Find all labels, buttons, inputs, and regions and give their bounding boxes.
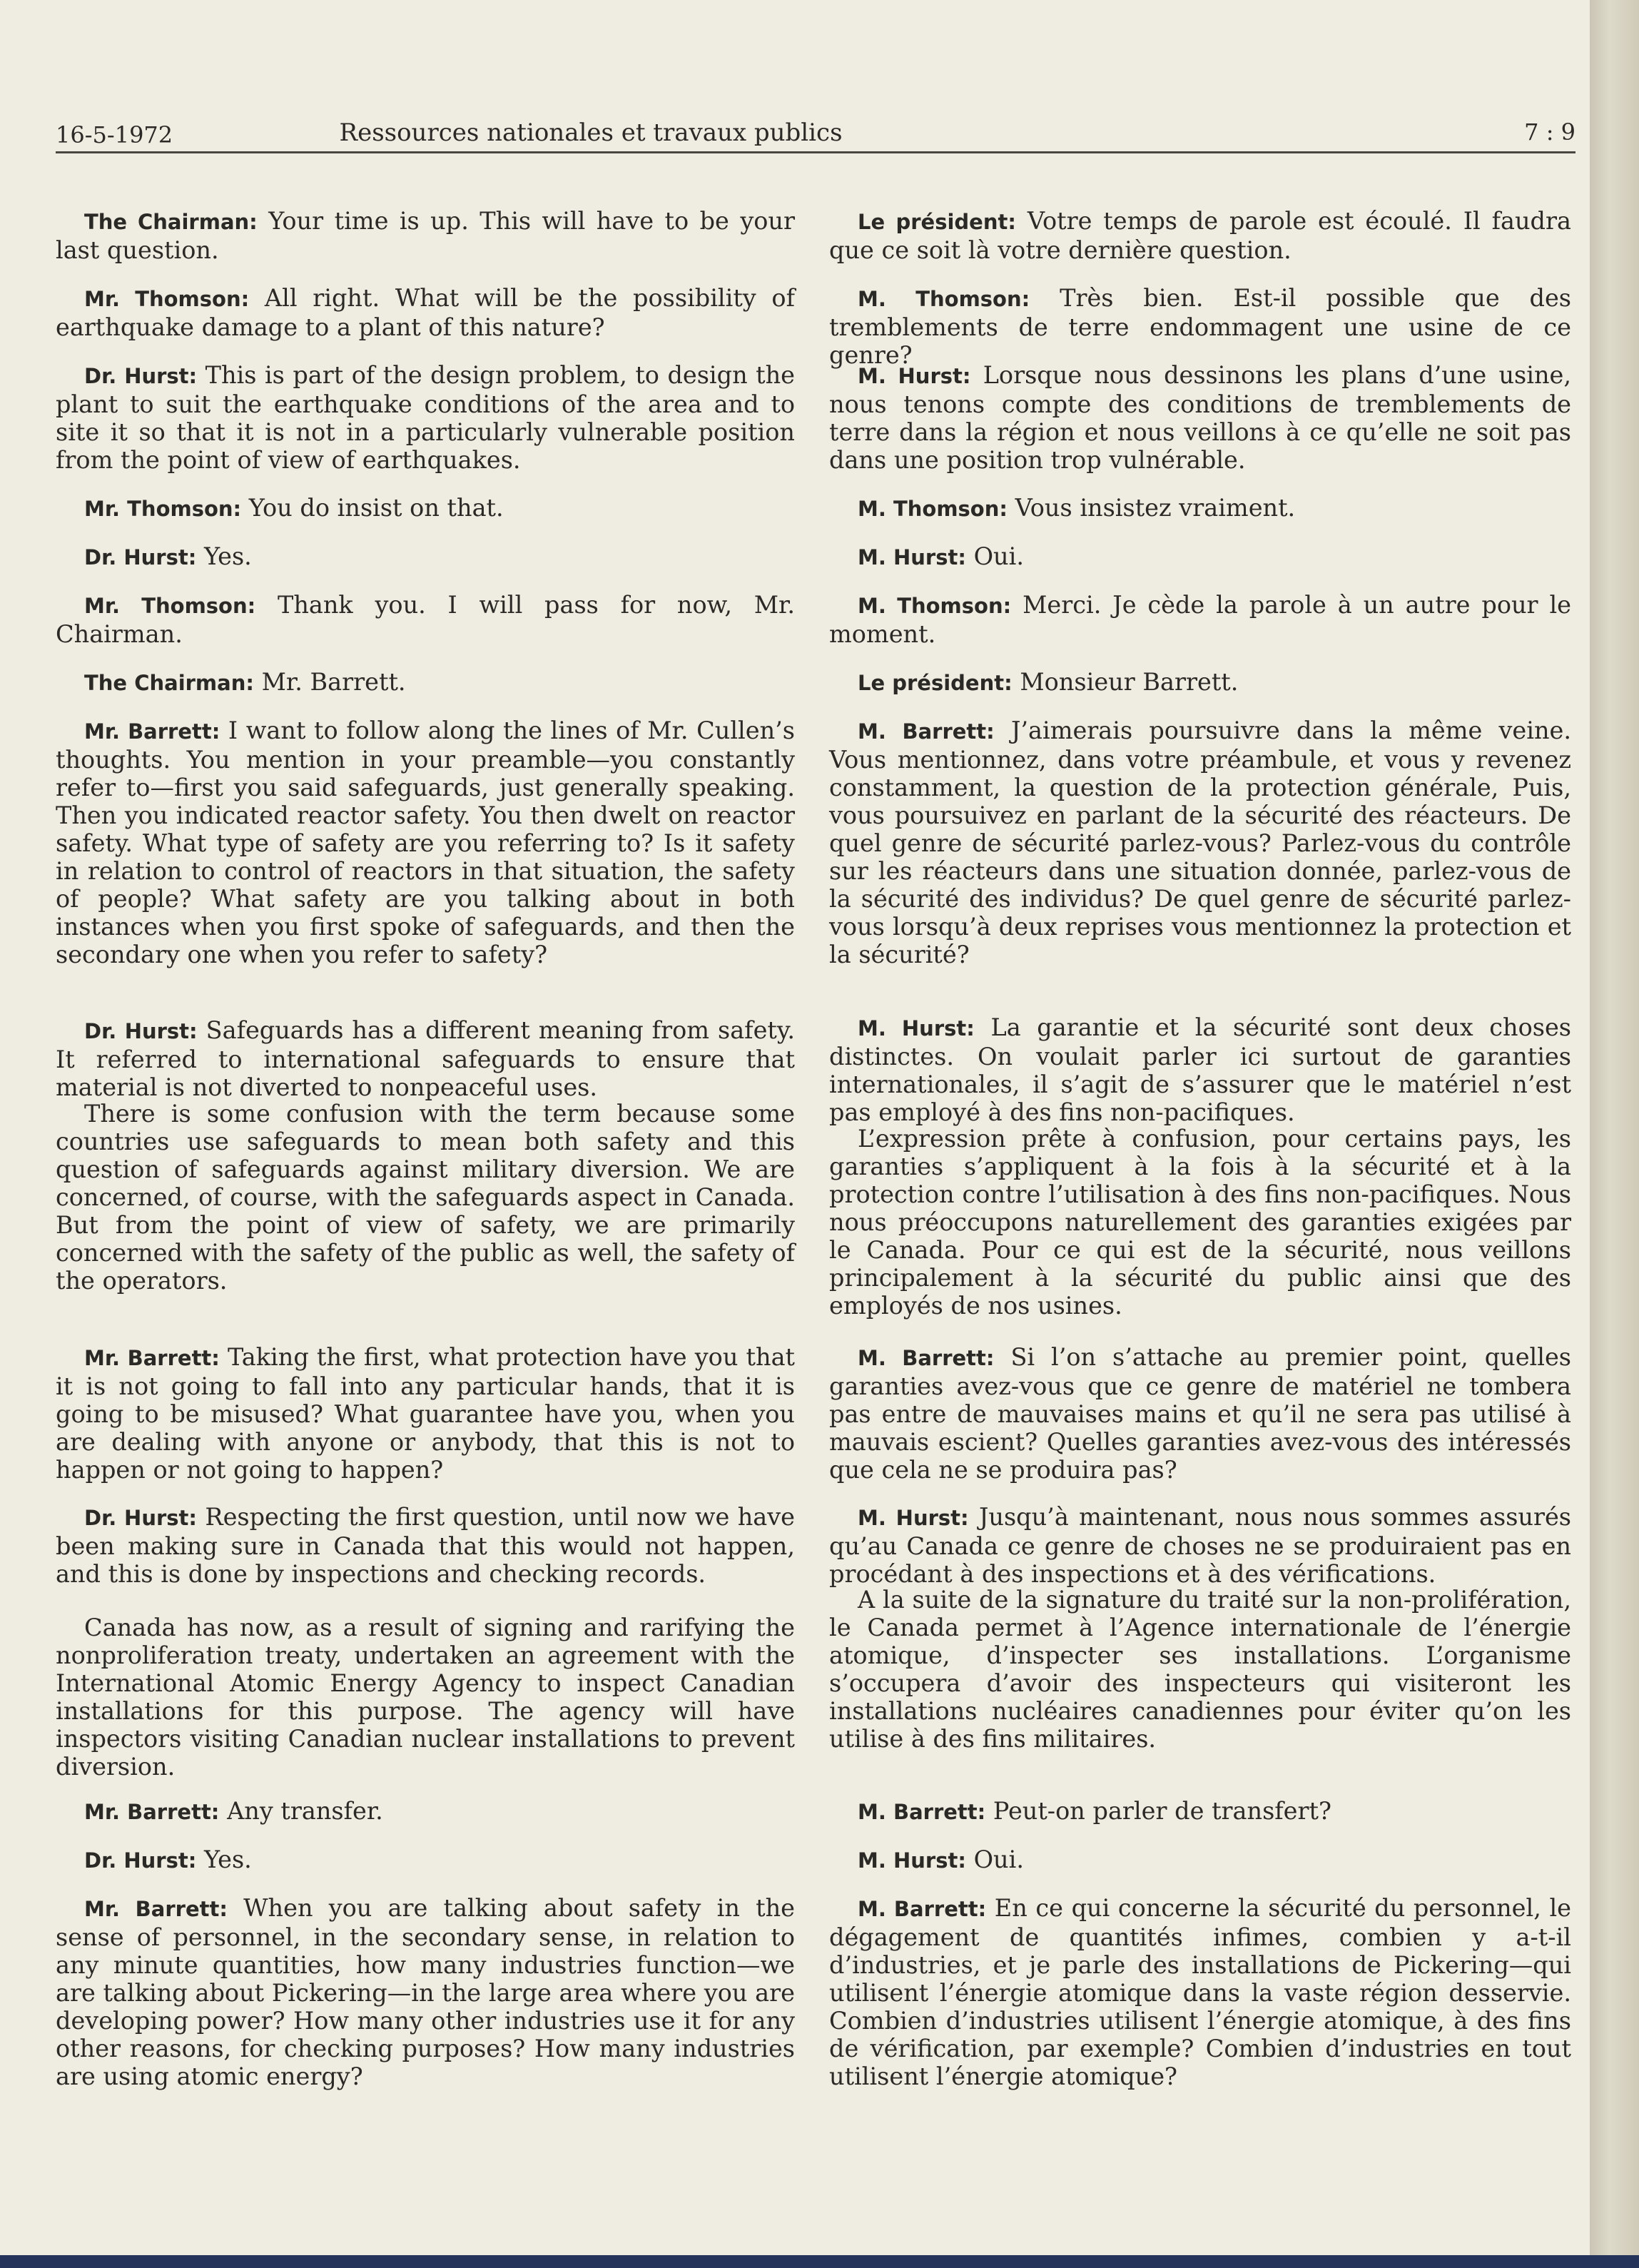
speaker: Dr. Hurst: bbox=[84, 1848, 197, 1873]
header-page-number: 7 : 9 bbox=[1524, 118, 1575, 146]
paragraph bbox=[56, 1797, 795, 1826]
speaker: Mr. Barrett: bbox=[84, 1897, 228, 1921]
speaker: The Chairman: bbox=[84, 671, 254, 695]
paragraph bbox=[829, 591, 1571, 648]
speaker: Dr. Hurst: bbox=[84, 364, 198, 388]
paragraph-text: Yes. bbox=[203, 1846, 252, 1873]
paragraph bbox=[56, 1846, 795, 1875]
speaker: Mr. Barrett: bbox=[84, 1800, 220, 1824]
paragraph bbox=[56, 207, 795, 264]
paragraph-text: There is some confusion with the term because some countries use safeguards to mean both safety and this question of safeguards against military diversion. We are concerned, of course, with the safeguards aspect in Canada. But from the point of view of safety, we are primarily concerned with the safety of the public as well, the safety of the operators. bbox=[56, 1100, 795, 1295]
speaker: Dr. Hurst: bbox=[84, 545, 197, 569]
paragraph-text: Jusqu’à maintenant, nous nous sommes assurés qu’au Canada ce genre de choses ne se produiraient pas en procédant à des inspections et à des vérifications. bbox=[829, 1503, 1571, 1588]
paragraph bbox=[829, 1503, 1571, 1588]
paragraph bbox=[56, 1100, 795, 1295]
paragraph bbox=[829, 668, 1571, 697]
paragraph bbox=[829, 1894, 1571, 2090]
paragraph-text: En ce qui concerne la sécurité du personnel, le dégagement de quantités infimes, combien y a-t-il d’industries, et je parle des installations de Pickering—qui utilisent l’énergie atomique dans la vaste région desservie. Combien d’industries utilisent l’énergie atomique, à des fins de vérification, par exemple? Combien d’industries en tout utilisent l’énergie atomique? bbox=[829, 1894, 1571, 2090]
paragraph bbox=[56, 591, 795, 648]
paragraph bbox=[829, 207, 1571, 264]
paragraph bbox=[829, 361, 1571, 474]
speaker: M. Hurst: bbox=[858, 545, 966, 569]
speaker: Dr. Hurst: bbox=[84, 1506, 197, 1530]
paragraph bbox=[56, 1343, 795, 1484]
paragraph bbox=[56, 542, 795, 572]
paragraph bbox=[829, 284, 1571, 369]
paragraph bbox=[56, 494, 795, 523]
speaker: M. Barrett: bbox=[858, 1346, 995, 1370]
paragraph bbox=[56, 668, 795, 697]
speaker: Le président: bbox=[858, 671, 1013, 695]
paragraph-text: A la suite de la signature du traité sur la non-prolifération, le Canada permet à l’Agence internationale de l’énergie atomique, d’inspecter ses installations. L’organisme s’occupera d’avoir des inspecteurs qui visiteront les installations nucléaires canadiennes pour éviter qu’on les utilise à des fins militaires. bbox=[829, 1586, 1571, 1753]
paragraph-text: Safeguards has a different meaning from safety. It referred to international safeguards to ensure that material is not diverted to nonpeaceful uses. bbox=[56, 1016, 795, 1101]
speaker: Mr. Barrett: bbox=[84, 719, 220, 744]
paragraph-text: When you are talking about safety in the sense of personnel, in the secondary sense, in relation to any minute quantities, how many industries function—we are talking about Pickering—in the large area where you are developing power? How many other industries use it for any other reasons, for checking purposes? How many industries are using atomic energy? bbox=[56, 1894, 795, 2090]
paragraph-text: Lorsque nous dessinons les plans d’une usine, nous tenons compte des conditions de tremblements de terre dans la région et nous veillons à ce qu’elle ne soit pas dans une position trop vulnérable. bbox=[829, 361, 1571, 474]
paragraph-text: Merci. Je cède la parole à un autre pour le moment. bbox=[829, 591, 1571, 648]
speaker: M. Barrett: bbox=[858, 1897, 987, 1921]
paragraph-text: Oui. bbox=[973, 542, 1024, 570]
paragraph-text: Canada has now, as a result of signing and rarifying the nonproliferation treaty, undertaken an agreement with the International Atomic Energy Agency to inspect Canadian installations for this purpose. The agency will have inspectors visiting Canadian nuclear installations to prevent diversion. bbox=[56, 1614, 795, 1781]
paragraph-text: Oui. bbox=[973, 1846, 1024, 1873]
speaker: M. Hurst: bbox=[858, 1506, 969, 1530]
paragraph bbox=[829, 1846, 1571, 1875]
paragraph-text: Mr. Barrett. bbox=[261, 668, 406, 696]
paragraph bbox=[56, 1894, 795, 2090]
speaker: M. Thomson: bbox=[858, 594, 1012, 618]
paragraph-text: Yes. bbox=[203, 542, 252, 570]
paragraph-text: Votre temps de parole est écoulé. Il faudra que ce soit là votre dernière question. bbox=[829, 207, 1571, 264]
paragraph bbox=[829, 1125, 1571, 1320]
paragraph bbox=[829, 1797, 1571, 1826]
paragraph bbox=[56, 1614, 795, 1781]
header-date: 16-5-1972 bbox=[56, 121, 173, 148]
paragraph bbox=[56, 1016, 795, 1101]
speaker: Mr. Thomson: bbox=[84, 497, 242, 521]
speaker: M. Thomson: bbox=[858, 287, 1030, 311]
speaker: M. Hurst: bbox=[858, 1016, 975, 1041]
paragraph-text: Any transfer. bbox=[227, 1797, 383, 1825]
paragraph bbox=[829, 1013, 1571, 1126]
paragraph bbox=[829, 717, 1571, 968]
paragraph-text: Monsieur Barrett. bbox=[1020, 668, 1239, 696]
paragraph-text: Peut-on parler de transfert? bbox=[993, 1797, 1331, 1825]
paragraph-text: Respecting the first question, until now we have been making sure in Canada that this would not happen, and this is done by inspections and checking records. bbox=[56, 1503, 796, 1588]
speaker: M. Thomson: bbox=[858, 497, 1008, 521]
paragraph-text: Taking the first, what protection have you that it is not going to fall into any particular hands, that it is going to be misused? What guarantee have you, when you are dealing with anyone or anybody, that this is not to happen or not going to happen? bbox=[56, 1343, 795, 1484]
paragraph bbox=[56, 361, 795, 474]
paragraph-text: Thank you. I will pass for now, Mr. Chairman. bbox=[56, 591, 795, 648]
speaker: The Chairman: bbox=[84, 210, 258, 234]
speaker: Mr. Thomson: bbox=[84, 594, 256, 618]
paragraph-text: I want to follow along the lines of Mr. Cullen’s thoughts. You mention in your preamble—you constantly refer to—first you said safeguards, just generally speaking. Then you indicated reactor safety. You then dwelt on reactor safety. What type of safety are you referring to? Is it safety in relation to control of reactors in that situation, the safety of people? What safety are you talking about in both instances when you first spoke of safeguards, and then the secondary one when you refer to safety? bbox=[56, 717, 795, 968]
page-header bbox=[56, 116, 1575, 153]
paragraph-text: Si l’on s’attache au premier point, quelles garanties avez-vous que ce genre de matériel ne tombera pas entre de mauvaises mains et qu’il ne sera pas utilisé à mauvais escient? Quelles garanties avez-vous des intéressés que cela ne se produira pas? bbox=[829, 1343, 1571, 1484]
speaker: M. Hurst: bbox=[858, 1848, 966, 1873]
paragraph-text: All right. What will be the possibility of earthquake damage to a plant of this nature? bbox=[56, 284, 796, 341]
speaker: M. Barrett: bbox=[858, 719, 995, 744]
header-title: Ressources nationales et travaux publics bbox=[339, 118, 843, 147]
paragraph-text: Vous insistez vraiment. bbox=[1015, 494, 1296, 522]
paragraph bbox=[56, 717, 795, 968]
paragraph bbox=[56, 1503, 795, 1588]
paragraph-text: J’aimerais poursuivre dans la même veine. Vous mentionnez, dans votre préambule, et vous y revenez constamment, la question de la protection générale, Puis, vous poursuivez en parlant de la sécurité des réacteurs. De quel genre de sécurité parlez-vous? Parlez-vous du contrôle sur les réacteurs dans une situation donnée, parlez-vous de la sécurité des individus? De quel genre de sécurité parlez-vous lorsqu’à deux reprises vous mentionnez la protection et la sécurité? bbox=[829, 717, 1572, 968]
speaker: Mr. Thomson: bbox=[84, 287, 250, 311]
speaker: Dr. Hurst: bbox=[84, 1019, 198, 1043]
paragraph-text: Your time is up. This will have to be your last question. bbox=[56, 207, 796, 264]
paragraph bbox=[829, 1343, 1571, 1484]
speaker: Le président: bbox=[858, 210, 1016, 234]
paragraph-text: L’expression prête à confusion, pour certains pays, les garanties s’appliquent à la fois à la sécurité et à la protection contre l’utilisation à des fins non-pacifiques. Nous nous préoccupons naturellement des garanties exigées par le Canada. Pour ce qui est de la sécurité, nous veillons principalement à la sécurité du public ainsi que des employés de nos usines. bbox=[829, 1125, 1571, 1320]
paragraph-text: La garantie et la sécurité sont deux choses distinctes. On voulait parler ici surtout de garanties internationales, il s’agit de s’assurer que le matériel n’est pas employé à des fins non-pacifiques. bbox=[829, 1013, 1571, 1126]
paragraph-text: This is part of the design problem, to design the plant to suit the earthquake conditions of the area and to site it so that it is not in a particularly vulnerable position from the point of view of earthquakes. bbox=[56, 361, 795, 474]
paragraph bbox=[829, 1586, 1571, 1753]
paragraph-text: You do insist on that. bbox=[248, 494, 504, 522]
paragraph bbox=[829, 494, 1571, 523]
book-spine bbox=[1590, 0, 1639, 2255]
paragraph bbox=[829, 542, 1571, 572]
speaker: M. Barrett: bbox=[858, 1800, 986, 1824]
paragraph-text: Très bien. Est-il possible que des tremblements de terre endommagent une usine de ce genre? bbox=[829, 284, 1571, 369]
bottom-edge bbox=[0, 2255, 1639, 2268]
speaker: Mr. Barrett: bbox=[84, 1346, 220, 1370]
paragraph bbox=[56, 284, 795, 341]
speaker: M. Hurst: bbox=[858, 364, 971, 388]
